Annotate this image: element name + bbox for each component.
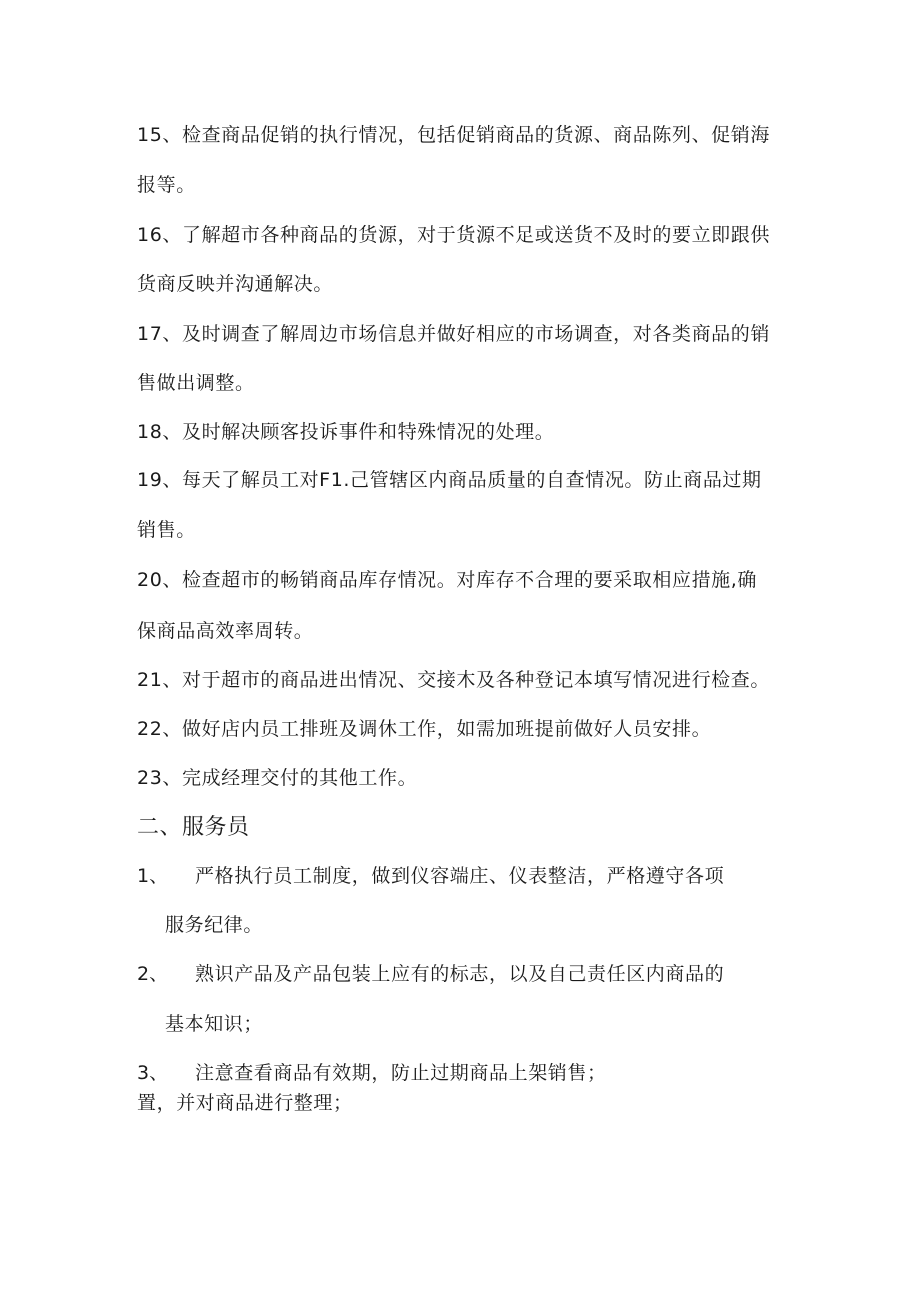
service-item-2-cont: 基本知识； xyxy=(165,1013,264,1035)
duty-16-line2: 货商反映并沟通解决。 xyxy=(137,273,334,295)
duty-23-line1: 23、完成经理交付的其他工作。 xyxy=(137,767,418,789)
duty-15-line1: 15、检查商品促销的执行情况，包括促销商品的货源、商品陈列、促销海 xyxy=(137,124,770,146)
service-item-1-number: 1、 xyxy=(137,865,169,887)
duty-15-line2: 报等。 xyxy=(137,174,196,196)
service-item-2-number: 2、 xyxy=(137,963,169,985)
service-item-3-cont: 置，并对商品进行整理； xyxy=(137,1092,353,1114)
duty-22-line1: 22、做好店内员工排班及调休工作，如需加班提前做好人员安排。 xyxy=(137,718,712,740)
duty-18-line1: 18、及时解决顾客投诉事件和特殊情况的处理。 xyxy=(137,421,555,443)
duty-17-line1: 17、及时调查了解周边市场信息并做好相应的市场调查，对各类商品的销 xyxy=(137,323,770,345)
service-item-2-text: 熟识产品及产品包装上应有的标志，以及自己责任区内商品的 xyxy=(195,963,725,985)
duty-17-line2: 售做出调整。 xyxy=(137,372,255,394)
duty-19-line1: 19、每天了解员工对F1.己管辖区内商品质量的自查情况。防止商品过期 xyxy=(137,469,762,491)
duty-20-line2: 保商品高效率周转。 xyxy=(137,620,314,642)
section-heading: 二、服务员 xyxy=(137,815,250,840)
duty-20-line1: 20、检查超市的畅销商品库存情况。对库存不合理的要采取相应措施,确 xyxy=(137,569,758,591)
service-item-3-number: 3、 xyxy=(137,1062,169,1084)
duty-21-line1: 21、对于超市的商品进出情况、交接木及各种登记本填写情况进行检查。 xyxy=(137,669,770,691)
service-item-3-text: 注意查看商品有效期，防止过期商品上架销售； xyxy=(195,1062,607,1084)
service-item-1-cont: 服务纪律。 xyxy=(165,914,264,936)
service-item-1-text: 严格执行员工制度，做到仪容端庄、仪表整洁，严格遵守各项 xyxy=(195,865,725,887)
duty-16-line1: 16、了解超市各种商品的货源，对于货源不足或送货不及时的要立即跟供 xyxy=(137,224,770,246)
duty-19-line2: 销售。 xyxy=(137,519,196,541)
